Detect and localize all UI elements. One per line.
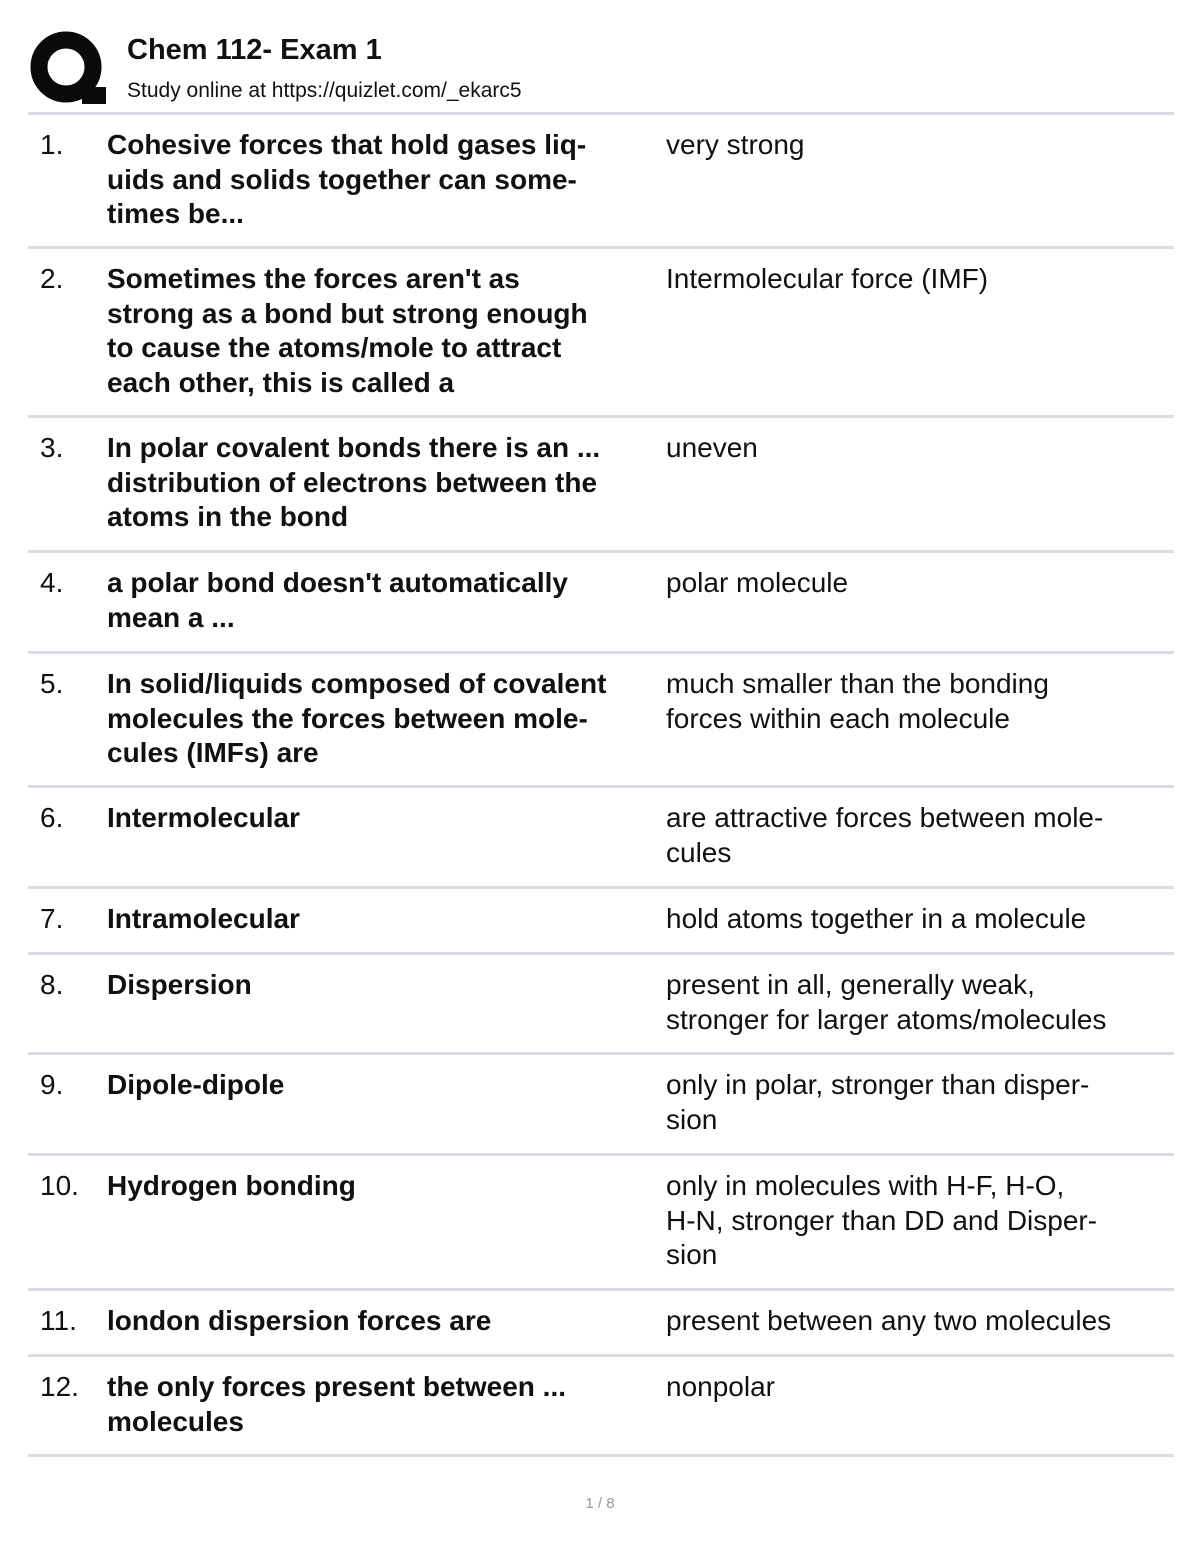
card-number: 10. [40, 1170, 79, 1201]
card-term: In solid/liquids composed of covalent molecules the forces between mole- cules (IMFs) are [107, 668, 607, 768]
quizlet-logo-icon [30, 30, 106, 106]
card-number: 6. [40, 802, 64, 833]
card-definition: very strong [666, 129, 805, 160]
card-number: 7. [40, 903, 64, 934]
card-definition: Intermolecular force (IMF) [666, 263, 989, 294]
card-row [28, 1055, 1174, 1156]
card-definition: much smaller than the bonding forces within each molecule [666, 668, 1049, 734]
card-row [28, 788, 1174, 889]
study-link[interactable]: Study online at https://quizlet.com/_ekarc5 [127, 79, 522, 102]
card-term: Hydrogen bonding [107, 1170, 356, 1201]
card-term: Sometimes the forces aren't as strong as a bond but strong enough to cause the atoms/mole to attract each other, this is called a [107, 263, 588, 398]
card-row [28, 553, 1174, 654]
card-term: Intramolecular [107, 903, 300, 934]
card-definition: hold atoms together in a molecule [666, 903, 1087, 934]
card-definition: present between any two molecules [666, 1305, 1112, 1336]
card-definition: only in polar, stronger than disper- sion [666, 1069, 1090, 1135]
card-number: 2. [40, 263, 64, 294]
card-row [28, 249, 1174, 418]
card-term: In polar covalent bonds there is an ... distribution of electrons between the atoms in the bond [107, 432, 601, 532]
card-row [28, 418, 1174, 553]
card-definition: uneven [666, 432, 758, 463]
card-number: 8. [40, 969, 64, 1000]
card-number: 5. [40, 668, 64, 699]
card-number: 11. [40, 1305, 77, 1336]
card-row [28, 115, 1174, 249]
flashcard-list [28, 112, 1174, 1457]
card-row [28, 955, 1174, 1055]
card-definition: are attractive forces between mole- cules [666, 802, 1104, 868]
card-definition: polar molecule [666, 567, 849, 598]
card-row [28, 1291, 1174, 1357]
card-term: the only forces present between ... molecules [107, 1371, 567, 1437]
card-term: london dispersion forces are [107, 1305, 492, 1336]
header [28, 28, 1174, 112]
card-term: Dipole-dipole [107, 1069, 285, 1100]
card-number: 3. [40, 432, 64, 463]
card-row [28, 654, 1174, 788]
card-row [28, 1357, 1174, 1457]
card-number: 12. [40, 1371, 79, 1402]
card-number: 1. [40, 129, 64, 160]
card-term: Cohesive forces that hold gases liq- uids and solids together can some- times be... [107, 129, 587, 229]
card-row [28, 889, 1174, 955]
page-number: 1 / 8 [585, 1495, 615, 1512]
card-definition: present in all, generally weak, stronger for larger atoms/molecules [666, 969, 1107, 1035]
card-term: a polar bond doesn't automatically mean a ... [107, 567, 568, 633]
card-definition: only in molecules with H-F, H-O, H-N, stronger than DD and Disper- sion [666, 1170, 1098, 1270]
card-number: 9. [40, 1069, 64, 1100]
card-row [28, 1156, 1174, 1291]
card-number: 4. [40, 567, 64, 598]
page-title: Chem 112- Exam 1 [127, 34, 382, 66]
card-definition: nonpolar [666, 1371, 775, 1402]
card-term: Dispersion [107, 969, 252, 1000]
card-term: Intermolecular [107, 802, 300, 833]
